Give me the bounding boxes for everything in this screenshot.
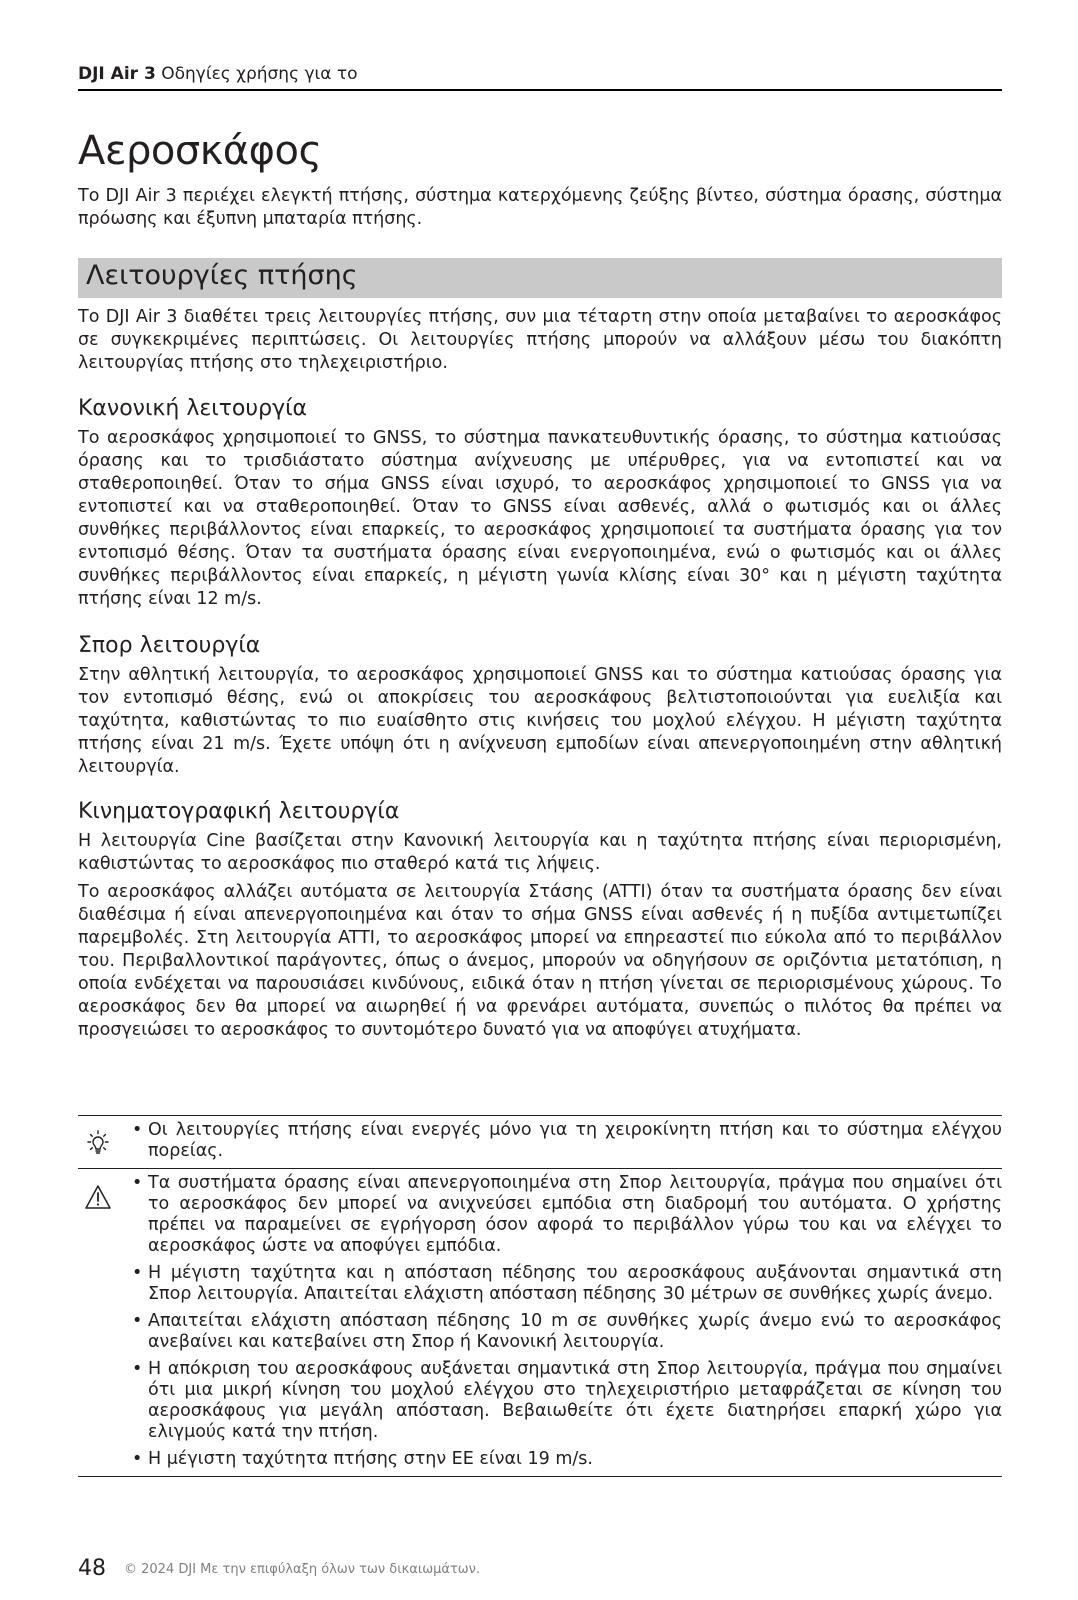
- page-footer: [78, 1556, 1002, 1581]
- page-number: 48: [78, 1556, 106, 1581]
- atti-mode-text: Το αεροσκάφος αλλάζει αυτόματα σε λειτουργία Στάσης (ATTI) όταν τα συστήματα όρασης δεν είναι διαθέσιμα ή είναι απενεργοποιημένα και όταν το σήμα GNSS είναι ασθενές ή η πυξίδα αντιμετωπίζει παρεμβολές. Στη λειτουργία ATTI, το αεροσκάφος μπορεί να επηρεαστεί πιο εύκολα από το περιβάλλον του. Περιβαλλοντικοί παράγοντες, όπως ο άνεμος, μπορούν να οδηγήσουν σε οριζόντια μετατόπιση, η οποία ενδέχεται να παρουσιάσει κινδύνους, ειδικά όταν η πτήση γίνεται σε περιορισμένους χώρους. Το αεροσκάφος δεν θα μπορεί να αιωρηθεί ή να φρενάρει αυτόματα, συνεπώς ο πιλότος θα πρέπει να προσγειώσει το αεροσκάφος το συντομότερο δυνατό για να αποφύγει ατυχήματα.: [78, 882, 1002, 1040]
- notes-middle-rule: [78, 1168, 1002, 1169]
- notes-bottom-rule: [78, 1476, 1002, 1477]
- warning-item: • Η μέγιστη ταχύτητα και η απόσταση πέδησης του αεροσκάφους αυξάνονται σημαντικά στη Σπορ λειτουργία. Απαιτείται ελάχιστη απόσταση πέδησης 30 μέτρων σε συνθήκες χωρίς άνεμο.: [130, 1263, 1002, 1305]
- sport-mode-block: [78, 633, 1002, 779]
- header-subtitle: Οδηγίες χρήσης για το: [155, 64, 358, 84]
- warning-item: • Απαιτείται ελάχιστη απόσταση πέδησης 10 m σε συνθήκες χωρίς άνεμο ενώ το αεροσκάφος ανεβαίνει και κατεβαίνει στη Σπορ ή Κανονική λειτουργία.: [130, 1311, 1002, 1353]
- normal-mode-block: [78, 396, 1002, 611]
- sport-mode-text: Στην αθλητική λειτουργία, το αεροσκάφος χρησιμοποιεί GNSS και το σύστημα κατιούσας όρασης για τον εντοπισμό θέσης, ενώ οι αποκρίσεις του αεροσκάφους βελτιστοποιούνται για ευελιξία και ταχύτητα, καθιστώντας το πιο ευαίσθητο στις κινήσεις του μοχλού ελέγχου. Η μέγιστη ταχύτητα πτήσης είναι 21 m/s. Έχετε υπόψη ότι η ανίχνευση εμποδίων είναι απενεργοποιημένη στην αθλητική λειτουργία.: [78, 665, 1002, 777]
- cine-mode-text: Η λειτουργία Cine βασίζεται στην Κανονική λειτουργία και η ταχύτητα πτήσης είναι περιορισμένη, καθιστώντας το αεροσκάφος πιο σταθερό κατά τις λήψεις.: [78, 831, 1002, 874]
- section-intro: Το DJI Air 3 διαθέτει τρεις λειτουργίες πτήσης, συν μια τέταρτη στην οποία μεταβαίνει το αεροσκάφος σε συγκεκριμένες περιπτώσεις. Οι λειτουργίες πτήσης μπορούν να αλλάξουν μέσω του διακόπτη λειτουργίας πτήσης στο τηλεχειριστήριο.: [78, 307, 1002, 373]
- header-rule: [78, 89, 1002, 91]
- copyright-text: © 2024 DJI Με την επιφύλαξη όλων των δικαιωμάτων.: [124, 1562, 481, 1577]
- cine-mode-block: [78, 799, 1002, 1042]
- warning-item: • Η απόκριση του αεροσκάφους αυξάνεται σημαντικά στη Σπορ λειτουργία, πράγμα που σημαίνει ότι μια μικρή κίνηση του μοχλού ελέγχου στο τηλεχειριστήριο μεταφράζεται σε κίνηση του αεροσκάφους για μεγάλη απόσταση. Βεβαιωθείτε ότι έχετε διατηρήσει επαρκή χώρο για ελιγμούς κατά την πτήση.: [130, 1359, 1002, 1443]
- lightbulb-icon: [82, 1128, 114, 1160]
- page-title: Αεροσκάφος: [78, 128, 322, 174]
- warning-note: [78, 1173, 1002, 1470]
- cine-mode-title: Κινηματογραφική λειτουργία: [78, 799, 400, 824]
- warning-list: [130, 1173, 1002, 1470]
- normal-mode-text: Το αεροσκάφος χρησιμοποιεί το GNSS, το σύστημα πανκατευθυντικής όρασης, το σύστημα κατιούσας όρασης και το τρισδιάστατο σύστημα ανίχνευσης με υπέρυθρες, για να εντοπιστεί και να σταθεροποιηθεί. Όταν το σήμα GNSS είναι ισχυρό, το αεροσκάφος χρησιμοποιεί το GNSS για να εντοπιστεί και να σταθεροποιηθεί. Όταν το GNSS είναι ασθενές, αλλά ο φωτισμός και οι άλλες συνθήκες περιβάλλοντος είναι επαρκείς, το αεροσκάφος χρησιμοποιεί τα συστήματα όρασης για τον εντοπισμό θέσης. Όταν τα συστήματα όρασης είναι ενεργοποιημένα, ενώ ο φωτισμός και οι άλλες συνθήκες περιβάλλοντος είναι επαρκείς, η μέγιστη γωνία κλίσης είναι 30° και η μέγιστη ταχύτητα πτήσης είναι 12 m/s.: [78, 428, 1002, 609]
- notes-top-rule: [78, 1115, 1002, 1116]
- tip-item: • Οι λειτουργίες πτήσης είναι ενεργές μόνο για τη χειροκίνητη πτήση και το σύστημα ελέγχου πορείας.: [130, 1120, 1002, 1162]
- intro-paragraph: Το DJI Air 3 περιέχει ελεγκτή πτήσης, σύστημα κατερχόμενης ζεύξης βίντεο, σύστημα όρασης, σύστημα πρόωσης και έξυπνη μπαταρία πτήσης.: [78, 186, 1002, 229]
- sport-mode-title: Σπορ λειτουργία: [78, 633, 261, 658]
- tip-list: [130, 1120, 1002, 1162]
- notes-section: [78, 1115, 1002, 1477]
- warning-triangle-icon: [82, 1181, 114, 1213]
- header-brand: DJI Air 3: [78, 64, 156, 84]
- running-header: [78, 64, 1002, 84]
- warning-item: • Τα συστήματα όρασης είναι απενεργοποιημένα στη Σπορ λειτουργία, πράγμα που σημαίνει ότι το αεροσκάφος δεν μπορεί να ανιχνεύσει εμπόδια στη διαδρομή του αυτόματα. Ο χρήστης πρέπει να παραμείνει σε εγρήγορση όσον αφορά το περιβάλλον γύρω του και να ελέγχει το αεροσκάφος ώστε να αποφύγει εμπόδια.: [130, 1173, 1002, 1257]
- warning-item: • Η μέγιστη ταχύτητα πτήσης στην ΕΕ είναι 19 m/s.: [130, 1449, 1002, 1470]
- section-title: Λειτουργίες πτήσης: [86, 260, 358, 291]
- tip-note: [78, 1120, 1002, 1162]
- section-heading-bar: [78, 258, 1002, 298]
- normal-mode-title: Κανονική λειτουργία: [78, 396, 308, 421]
